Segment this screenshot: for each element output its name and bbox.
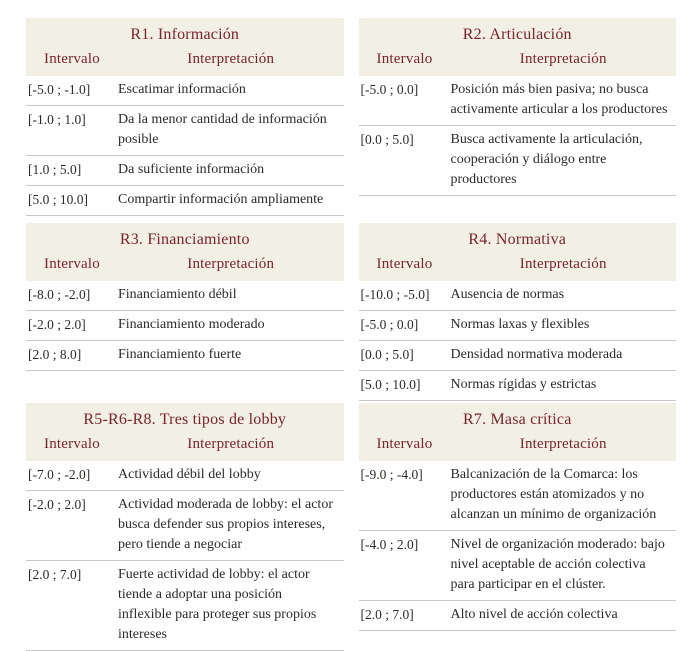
table-header-block <box>359 18 677 76</box>
interval-cell: [-8.0 ; -2.0] <box>28 287 91 302</box>
interval-cell: [5.0 ; 10.0] <box>28 192 88 207</box>
interval-cell: [0.0 ; 5.0] <box>360 132 414 147</box>
table-row <box>26 156 344 186</box>
column-headers <box>359 253 677 276</box>
table-title: R1. Información <box>130 26 240 43</box>
table-row <box>359 341 677 371</box>
table-header-block <box>26 403 344 461</box>
table-row <box>359 76 677 126</box>
table-row <box>359 281 677 311</box>
interpretation-cell: Da la menor cantidad de información posible <box>118 112 327 147</box>
table-row <box>359 461 677 531</box>
col-header-intervalo: Intervalo <box>44 436 100 452</box>
col-header-intervalo: Intervalo <box>376 256 433 272</box>
interval-cell: [2.0 ; 7.0] <box>28 567 82 582</box>
table-r7-masa-critica <box>359 403 677 631</box>
interval-cell: [2.0 ; 7.0] <box>360 607 414 622</box>
interpretation-cell: Normas laxas y flexibles <box>450 317 590 332</box>
interval-cell: [-10.0 ; -5.0] <box>360 287 430 302</box>
table-row <box>26 186 344 216</box>
table-row <box>26 106 344 156</box>
interval-cell: [-5.0 ; 0.0] <box>360 317 419 332</box>
interval-cell: [-5.0 ; 0.0] <box>360 82 419 97</box>
table-row <box>359 126 677 196</box>
table-title: R5-R6-R8. Tres tipos de lobby <box>83 411 287 428</box>
col-header-intervalo: Intervalo <box>376 436 433 452</box>
table-header-block <box>26 18 344 76</box>
column-headers <box>26 253 344 276</box>
table-row <box>359 601 677 631</box>
table-header-block <box>26 223 344 281</box>
table-r1-informacion <box>26 18 344 216</box>
interpretation-cell: Actividad débil del lobby <box>118 467 261 482</box>
interpretation-cell: Fuerte actividad de lobby: el actor tiende a adoptar una posición inflexible para proteger sus propios intereses <box>118 567 317 642</box>
interpretation-cell: Compartir información ampliamente <box>118 192 324 207</box>
table-row <box>26 281 344 311</box>
interpretation-cell: Nivel de organización moderado: bajo nivel aceptable de acción colectiva para participar en el clúster. <box>450 537 665 592</box>
table-header-block <box>359 403 677 461</box>
interval-cell: [2.0 ; 8.0] <box>28 347 82 362</box>
interpretation-cell: Da suficiente información <box>118 162 265 177</box>
col-header-interpretacion: Interpretación <box>519 51 607 67</box>
table-title: R4. Normativa <box>468 231 567 248</box>
table-row <box>26 561 344 651</box>
interpretation-cell: Financiamiento fuerte <box>118 347 242 362</box>
column-headers <box>26 48 344 71</box>
table-row <box>26 76 344 106</box>
col-header-interpretacion: Interpretación <box>187 436 275 452</box>
table-row <box>359 311 677 341</box>
interpretation-cell: Balcanización de la Comarca: los productores están atomizados y no alcanzan un mínimo de organización <box>450 467 657 522</box>
interval-cell: [-2.0 ; 2.0] <box>28 317 86 332</box>
col-header-intervalo: Intervalo <box>44 256 100 272</box>
interpretation-cell: Busca activamente la articulación, cooperación y diálogo entre productores <box>450 132 643 187</box>
interpretation-cell: Financiamiento débil <box>118 287 237 302</box>
interval-cell: [-7.0 ; -2.0] <box>28 467 91 482</box>
interval-cell: [-4.0 ; 2.0] <box>360 537 419 552</box>
interpretation-cell: Posición más bien pasiva; no busca activamente articular a los productores <box>450 82 668 117</box>
table-title: R3. Financiamiento <box>119 231 250 248</box>
interval-cell: [-5.0 ; -1.0] <box>28 82 91 97</box>
col-header-intervalo: Intervalo <box>376 51 433 67</box>
table-r2-articulacion <box>359 18 677 196</box>
col-header-interpretacion: Interpretación <box>519 436 607 452</box>
table-row <box>26 461 344 491</box>
interpretation-cell: Ausencia de normas <box>450 287 565 302</box>
table-row <box>26 491 344 561</box>
table-row <box>359 531 677 601</box>
table-row <box>26 341 344 371</box>
table-r5-r6-r8-lobby <box>26 403 344 651</box>
interpretation-cell: Normas rígidas y estrictas <box>450 377 597 392</box>
interpretation-cell: Densidad normativa moderada <box>450 347 623 362</box>
col-header-interpretacion: Interpretación <box>187 51 275 67</box>
col-header-intervalo: Intervalo <box>44 51 100 67</box>
table-row <box>359 371 677 401</box>
interval-cell: [-9.0 ; -4.0] <box>360 467 423 482</box>
interpretation-cell: Alto nivel de acción colectiva <box>450 607 618 622</box>
table-r3-financiamiento <box>26 223 344 371</box>
table-r4-normativa <box>359 223 677 401</box>
interval-cell: [5.0 ; 10.0] <box>360 377 421 392</box>
table-header-block <box>359 223 677 281</box>
interpretation-cell: Actividad moderada de lobby: el actor busca defender sus propios intereses, pero tiende a negociar <box>118 497 333 552</box>
column-headers <box>26 433 344 456</box>
interval-cell: [-1.0 ; 1.0] <box>28 112 86 127</box>
interpretation-cell: Escatimar información <box>118 82 246 97</box>
col-header-interpretacion: Interpretación <box>187 256 275 272</box>
interval-cell: [0.0 ; 5.0] <box>360 347 414 362</box>
table-title: R7. Masa crítica <box>463 411 572 428</box>
interval-cell: [-2.0 ; 2.0] <box>28 497 86 512</box>
table-title: R2. Articulación <box>462 26 572 43</box>
column-headers <box>359 433 677 456</box>
col-header-interpretacion: Interpretación <box>519 256 607 272</box>
interval-cell: [1.0 ; 5.0] <box>28 162 82 177</box>
interpretation-cell: Financiamiento moderado <box>118 317 265 332</box>
table-row <box>26 311 344 341</box>
column-headers <box>359 48 677 71</box>
